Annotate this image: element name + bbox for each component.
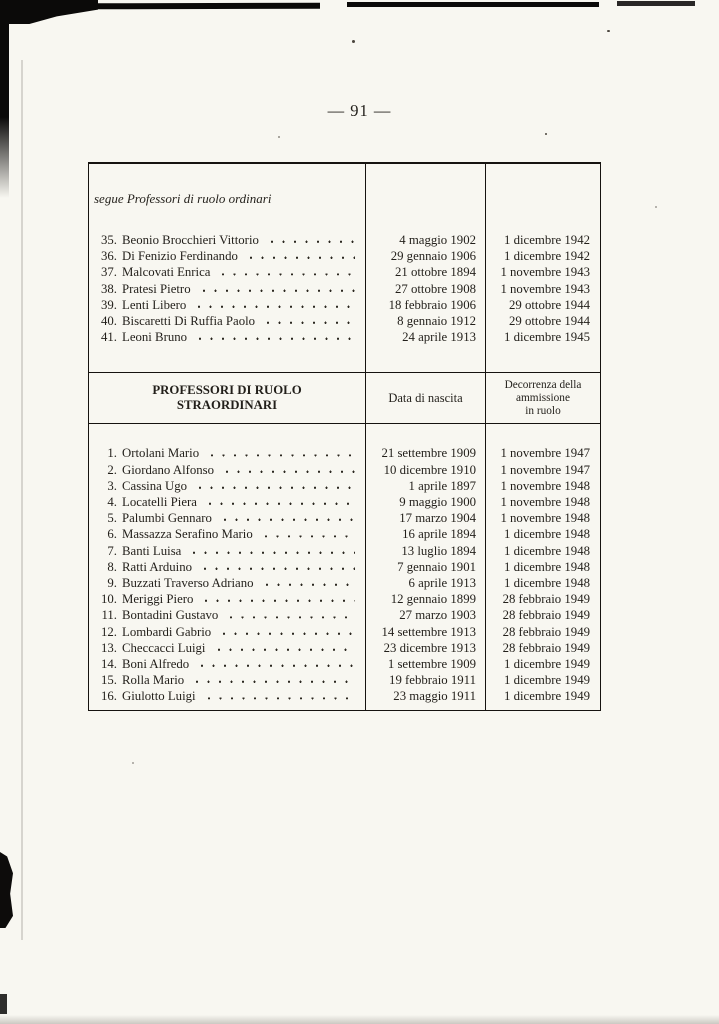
table-row <box>89 543 600 559</box>
header-col3-line1: Decorrenza della <box>504 379 582 392</box>
spacer-cell <box>485 345 600 372</box>
name-cell <box>89 313 365 329</box>
scan-artifact-left-line <box>21 60 23 940</box>
professor-name: Giordano Alfonso <box>122 462 215 477</box>
dot-leader <box>194 297 355 313</box>
name-cell <box>89 510 365 526</box>
name-cell <box>89 297 365 313</box>
name-cell <box>89 462 365 478</box>
dot-leader <box>204 688 355 704</box>
dot-leader <box>195 329 355 345</box>
name-cell <box>89 543 365 559</box>
name-cell <box>89 445 365 461</box>
dot-leader <box>199 281 355 297</box>
name-cell <box>89 624 365 640</box>
professor-name: Banti Luisa <box>122 543 182 558</box>
spacer-cell <box>365 424 485 445</box>
admission-date-cell: 1 novembre 1948 <box>485 478 600 494</box>
admission-date-cell: 1 dicembre 1948 <box>485 559 600 575</box>
admission-date-cell: 1 dicembre 1948 <box>485 526 600 542</box>
table-row <box>89 297 600 313</box>
spacer-cell <box>365 345 485 372</box>
admission-date-cell: 28 febbraio 1949 <box>485 640 600 656</box>
admission-date-cell: 1 dicembre 1949 <box>485 656 600 672</box>
admission-date-cell: 1 novembre 1943 <box>485 264 600 280</box>
birth-date-cell: 17 marzo 1904 <box>365 510 485 526</box>
scan-speck <box>545 133 547 135</box>
admission-date-cell: 1 dicembre 1948 <box>485 575 600 591</box>
table-row <box>89 248 600 264</box>
name-cell <box>89 526 365 542</box>
table-row <box>89 232 600 248</box>
dot-leader <box>200 559 355 575</box>
birth-date-cell: 16 aprile 1894 <box>365 526 485 542</box>
admission-date-cell: 1 dicembre 1942 <box>485 248 600 264</box>
scan-artifact-corner <box>0 0 98 24</box>
birth-date-cell: 12 gennaio 1899 <box>365 591 485 607</box>
dot-leader <box>189 543 355 559</box>
scan-artifact-top-line <box>617 1 695 6</box>
admission-date-cell: 1 novembre 1947 <box>485 462 600 478</box>
spacer-cell <box>485 705 600 710</box>
dot-leader <box>218 264 355 280</box>
scan-artifact-left-blob <box>0 852 13 928</box>
spacer-cell <box>485 164 600 232</box>
dot-leader <box>220 510 355 526</box>
section1-heading-cell <box>89 164 365 232</box>
table-row <box>89 575 600 591</box>
professor-name: Ratti Arduino <box>122 559 193 574</box>
spacer-row <box>89 424 600 445</box>
spacer-cell <box>485 424 600 445</box>
dot-leader <box>197 656 355 672</box>
name-cell <box>89 329 365 345</box>
admission-date-cell: 1 novembre 1948 <box>485 494 600 510</box>
scan-artifact-top-line <box>92 3 320 10</box>
dot-leader <box>205 494 355 510</box>
name-cell <box>89 656 365 672</box>
professor-name: Giulotto Luigi <box>122 689 196 704</box>
table-row <box>89 559 600 575</box>
name-cell <box>89 672 365 688</box>
birth-date-cell: 18 febbraio 1906 <box>365 297 485 313</box>
row-number: 2. <box>107 462 117 477</box>
row-number: 5. <box>107 511 117 526</box>
name-cell <box>89 591 365 607</box>
birth-date-cell: 6 aprile 1913 <box>365 575 485 591</box>
header-col1 <box>89 373 365 423</box>
birth-date-cell: 21 ottobre 1894 <box>365 264 485 280</box>
admission-date-cell: 1 dicembre 1942 <box>485 232 600 248</box>
spacer-cell <box>89 705 365 710</box>
row-number: 3. <box>107 478 117 493</box>
dot-leader <box>219 624 355 640</box>
scan-artifact-left-mark <box>0 994 7 1014</box>
dot-leader <box>222 462 355 478</box>
professor-name: Ortolani Mario <box>122 446 200 461</box>
scan-artifact-bottom-shadow <box>0 1015 719 1024</box>
professor-name: Meriggi Piero <box>122 592 194 607</box>
name-cell <box>89 559 365 575</box>
row-number: 41. <box>101 330 117 345</box>
name-cell <box>89 232 365 248</box>
admission-date-cell: 1 dicembre 1949 <box>485 672 600 688</box>
table-row <box>89 591 600 607</box>
birth-date-cell: 14 settembre 1913 <box>365 624 485 640</box>
section-ordinari <box>89 164 600 372</box>
birth-date-cell: 1 settembre 1909 <box>365 656 485 672</box>
table-row <box>89 672 600 688</box>
admission-date-cell: 1 dicembre 1945 <box>485 329 600 345</box>
professor-name: Palumbi Gennaro <box>122 511 212 526</box>
page-number: — 91 — <box>327 101 392 120</box>
header-col3-line2: ammissione <box>516 391 570 404</box>
scan-speck <box>352 40 355 43</box>
professor-name: Checcacci Luigi <box>122 640 206 655</box>
birth-date-cell: 8 gennaio 1912 <box>365 313 485 329</box>
row-number: 40. <box>101 314 117 329</box>
professor-name: Leoni Bruno <box>122 330 188 345</box>
row-number: 6. <box>107 527 117 542</box>
name-cell <box>89 248 365 264</box>
table-row <box>89 656 600 672</box>
row-number: 16. <box>101 689 117 704</box>
table-row <box>89 607 600 623</box>
birth-date-cell: 29 gennaio 1906 <box>365 248 485 264</box>
professor-name: Pratesi Pietro <box>122 281 191 296</box>
professor-name: Lombardi Gabrio <box>122 624 212 639</box>
row-number: 12. <box>101 624 117 639</box>
header-col2 <box>365 373 485 423</box>
birth-date-cell: 23 dicembre 1913 <box>365 640 485 656</box>
table-row <box>89 688 600 704</box>
birth-date-cell: 23 maggio 1911 <box>365 688 485 704</box>
row-number: 7. <box>107 543 117 558</box>
admission-date-cell: 29 ottobre 1944 <box>485 297 600 313</box>
admission-date-cell: 1 novembre 1947 <box>485 445 600 461</box>
admission-date-cell: 28 febbraio 1949 <box>485 607 600 623</box>
dot-leader <box>201 591 355 607</box>
row-number: 10. <box>101 592 117 607</box>
admission-date-cell: 29 ottobre 1944 <box>485 313 600 329</box>
birth-date-cell: 10 dicembre 1910 <box>365 462 485 478</box>
admission-date-cell: 28 febbraio 1949 <box>485 624 600 640</box>
birth-date-cell: 24 aprile 1913 <box>365 329 485 345</box>
row-number: 9. <box>107 576 117 591</box>
admission-date-cell: 1 dicembre 1949 <box>485 688 600 704</box>
header-col3 <box>485 373 600 423</box>
row-number: 13. <box>101 640 117 655</box>
birth-date-cell: 4 maggio 1902 <box>365 232 485 248</box>
dot-leader <box>246 248 355 264</box>
row-number: 4. <box>107 495 117 510</box>
professor-name: Biscaretti Di Ruffia Paolo <box>122 314 256 329</box>
admission-date-cell: 1 dicembre 1948 <box>485 543 600 559</box>
name-cell <box>89 264 365 280</box>
scan-speck <box>132 762 134 764</box>
table-row <box>89 445 600 461</box>
birth-date-cell: 9 maggio 1900 <box>365 494 485 510</box>
dot-leader <box>262 575 355 591</box>
dot-leader <box>267 232 355 248</box>
professor-name: Beonio Brocchieri Vittorio <box>122 233 259 247</box>
professor-name: Massazza Serafino Mario <box>122 527 253 542</box>
admission-date-cell: 1 novembre 1943 <box>485 281 600 297</box>
table-row <box>89 478 600 494</box>
dot-leader <box>263 313 355 329</box>
professor-name: Buzzati Traverso Adriano <box>122 576 254 591</box>
table-row <box>89 526 600 542</box>
header-col2-label: Data di nascita <box>388 391 463 406</box>
spacer-cell <box>365 164 485 232</box>
header-col3-line3: in ruolo <box>525 404 561 417</box>
birth-date-cell: 7 gennaio 1901 <box>365 559 485 575</box>
section-straordinari <box>89 424 600 710</box>
dot-leader <box>192 672 355 688</box>
professor-name: Cassina Ugo <box>122 478 188 493</box>
professor-name: Rolla Mario <box>122 673 185 688</box>
table-row <box>89 462 600 478</box>
row-number: 39. <box>101 297 117 312</box>
name-cell <box>89 640 365 656</box>
row-number: 1. <box>107 446 117 461</box>
scan-speck <box>655 206 657 208</box>
professors-table <box>88 162 601 711</box>
dot-leader <box>226 607 355 623</box>
name-cell <box>89 478 365 494</box>
row-number: 36. <box>101 249 117 264</box>
birth-date-cell: 27 ottobre 1908 <box>365 281 485 297</box>
table-row <box>89 510 600 526</box>
dot-leader <box>207 445 355 461</box>
admission-date-cell: 28 febbraio 1949 <box>485 591 600 607</box>
row-number: 37. <box>101 265 117 280</box>
dot-leader <box>214 640 356 656</box>
dot-leader <box>261 526 355 542</box>
birth-date-cell: 1 aprile 1897 <box>365 478 485 494</box>
section1-heading-row <box>89 164 600 232</box>
table-row <box>89 264 600 280</box>
name-cell <box>89 607 365 623</box>
row-number: 8. <box>107 559 117 574</box>
professor-name: Di Fenizio Ferdinando <box>122 249 238 264</box>
professor-name: Malcovati Enrica <box>122 265 211 280</box>
section1-heading: segue Professori di ruolo ordinari <box>94 191 272 206</box>
spacer-cell <box>365 705 485 710</box>
row-number: 35. <box>101 233 117 247</box>
row-number: 38. <box>101 281 117 296</box>
name-cell <box>89 281 365 297</box>
spacer-cell <box>89 345 365 372</box>
name-cell <box>89 575 365 591</box>
spacer-cell <box>89 424 365 445</box>
table-row <box>89 640 600 656</box>
table-header-row <box>89 372 600 424</box>
header-col1-line1: PROFESSORI DI RUOLO <box>152 383 302 398</box>
table-row <box>89 624 600 640</box>
row-number: 15. <box>101 673 117 688</box>
birth-date-cell: 27 marzo 1903 <box>365 607 485 623</box>
spacer-row <box>89 345 600 372</box>
professor-name: Locatelli Piera <box>122 495 197 510</box>
professor-name: Lenti Libero <box>122 297 187 312</box>
scan-artifact-top-line <box>347 2 599 7</box>
row-number: 14. <box>101 657 117 672</box>
table-row <box>89 281 600 297</box>
scan-speck <box>278 136 280 138</box>
table-row <box>89 494 600 510</box>
spacer-row <box>89 705 600 710</box>
row-number: 11. <box>101 608 117 623</box>
birth-date-cell: 21 settembre 1909 <box>365 445 485 461</box>
birth-date-cell: 13 luglio 1894 <box>365 543 485 559</box>
professor-name: Boni Alfredo <box>122 657 190 672</box>
header-col1-line2: STRAORDINARI <box>176 398 278 413</box>
admission-date-cell: 1 novembre 1948 <box>485 510 600 526</box>
scan-speck <box>607 30 610 32</box>
name-cell <box>89 494 365 510</box>
dot-leader <box>195 478 355 494</box>
name-cell <box>89 688 365 704</box>
professor-name: Bontadini Gustavo <box>122 608 219 623</box>
table-row <box>89 313 600 329</box>
birth-date-cell: 19 febbraio 1911 <box>365 672 485 688</box>
table-row <box>89 329 600 345</box>
